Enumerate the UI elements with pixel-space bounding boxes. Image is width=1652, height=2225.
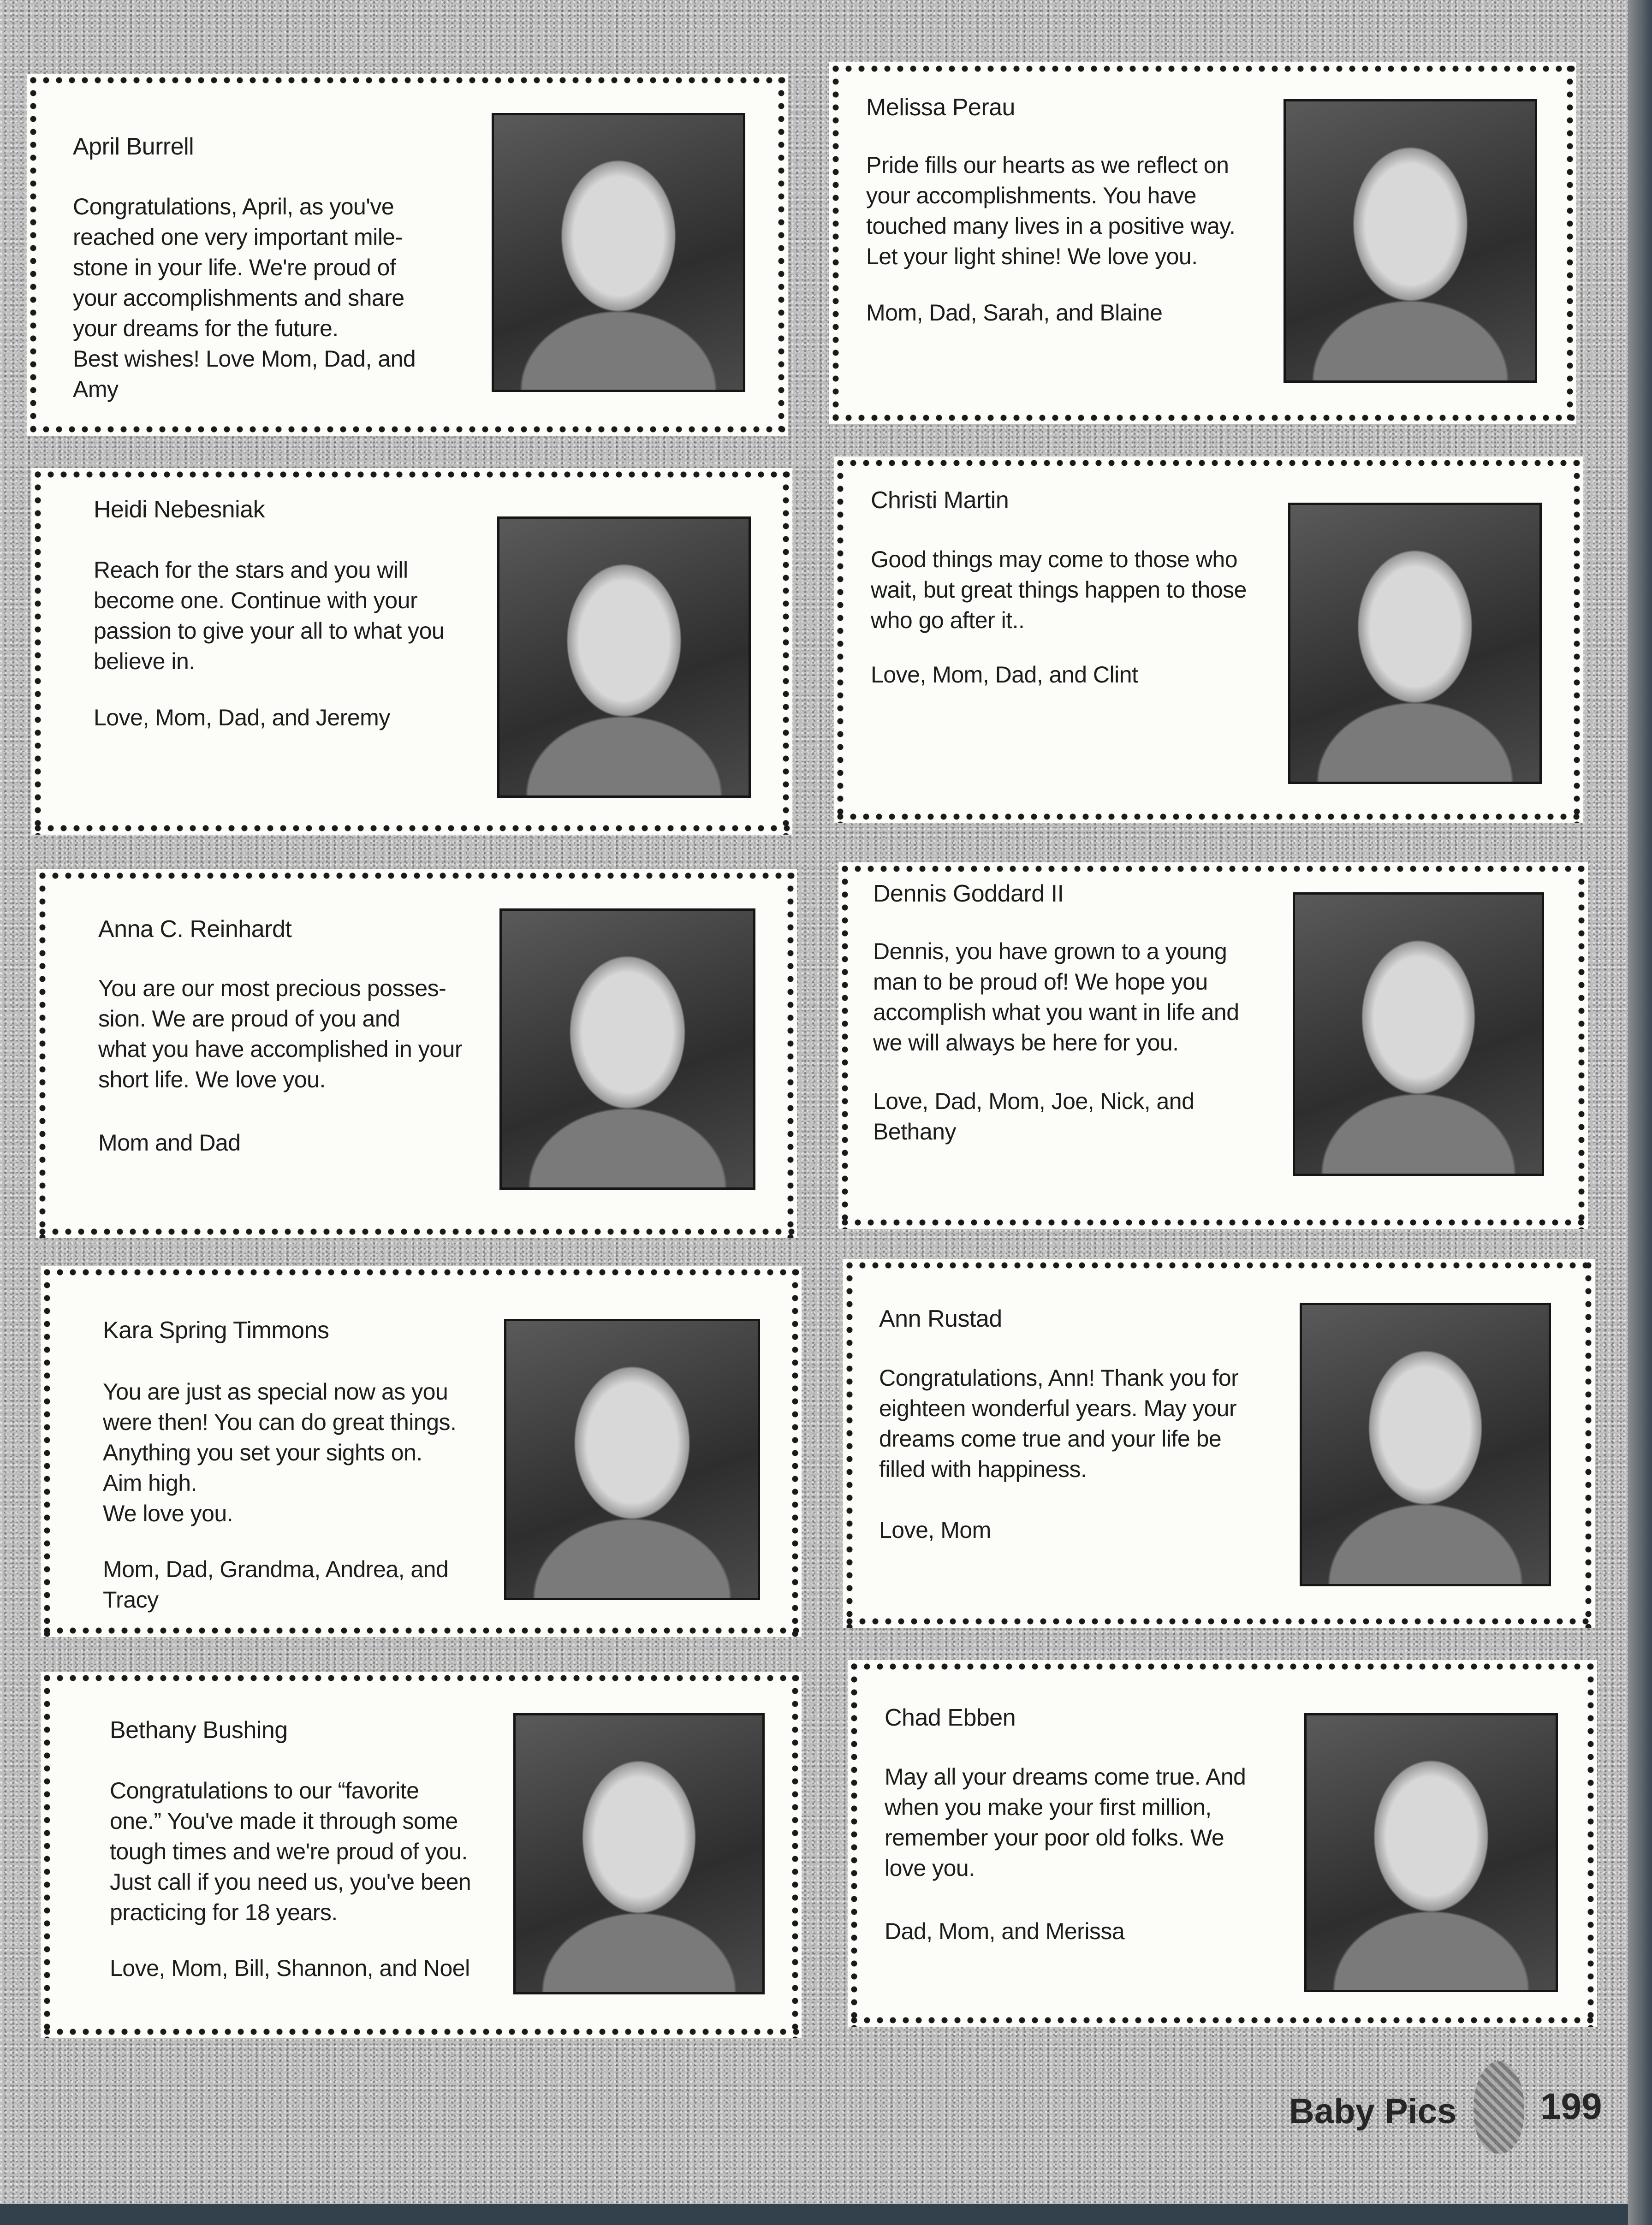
student-name: Kara Spring Timmons [103, 1317, 329, 1344]
child-portrait-photo [1284, 99, 1537, 383]
section-label: Baby Pics [1289, 2092, 1457, 2131]
signoff-text: Love, Mom [879, 1517, 991, 1543]
message-text: You are our most precious posses- sion. We are proud of you and what you have accomplished in your short life. We love you. [98, 975, 463, 1092]
baby-portrait-photo [504, 1319, 760, 1600]
signoff-text: Mom and Dad [98, 1130, 241, 1156]
message-text: Reach for the stars and you will become one. Continue with your passion to give your all to what you believe in. [94, 557, 445, 674]
student-name: Anna C. Reinhardt [98, 916, 292, 943]
stamp-card [829, 62, 1576, 424]
stamp-card [41, 1672, 802, 2038]
student-name: Bethany Bushing [110, 1717, 288, 1744]
child-portrait-photo [499, 908, 755, 1190]
student-name: Dennis Goddard II [873, 880, 1064, 907]
page-edge [1628, 0, 1652, 2225]
baby-in-crib-photo [1300, 1303, 1551, 1586]
baby-in-bonnet-photo [1304, 1713, 1558, 1992]
pinecone-icon [1474, 2061, 1524, 2154]
signoff-text: Love, Dad, Mom, Joe, Nick, and Bethany [873, 1088, 1194, 1145]
message-text: Dennis, you have grown to a young man to be proud of! We hope you accomplish what you want in life and we will always be here for you. [873, 938, 1239, 1056]
stamp-card [834, 457, 1583, 823]
message-text: Congratulations, Ann! Thank you for eighteen wonderful years. May your dreams come true and your life be filled with happiness. [879, 1365, 1239, 1482]
student-name: Chad Ebben [885, 1704, 1016, 1731]
signoff-text: Dad, Mom, and Merissa [885, 1918, 1125, 1944]
stamp-card [31, 468, 792, 835]
signoff-text: Love, Mom, Dad, and Jeremy [94, 705, 390, 730]
student-name: April Burrell [73, 133, 194, 160]
message-text: Good things may come to those who wait, but great things happen to those who go after it.. [871, 546, 1247, 633]
student-name: Christi Martin [871, 487, 1009, 514]
stamp-card [838, 862, 1588, 1229]
child-on-rocking-horse-photo [1293, 892, 1544, 1176]
student-name: Ann Rustad [879, 1305, 1002, 1332]
toddler-with-toy-photo [513, 1713, 765, 1994]
message-text: Pride fills our hearts as we reflect on your accomplishments. You have touched many lives in a positive way. Let your light shine! We love you. [866, 152, 1236, 269]
child-portrait-photo [497, 516, 751, 798]
message-text: Congratulations to our “favorite one.” You've made it through some tough times and we're proud of you. Just call if you need us, you've been practicing for 18 years. [110, 1778, 471, 1925]
signoff-text: Love, Mom, Dad, and Clint [871, 662, 1138, 688]
student-name: Melissa Perau [866, 94, 1015, 121]
stamp-card [41, 1266, 802, 1637]
message-text: May all your dreams come true. And when you make your first million, remember your poor old folks. We love you. [885, 1764, 1246, 1881]
page-bottom-edge [0, 2204, 1628, 2225]
signoff-text: Love, Mom, Bill, Shannon, and Noel [110, 1955, 470, 1981]
signoff-text: Mom, Dad, Grandma, Andrea, and Tracy [103, 1556, 449, 1613]
message-text: You are just as special now as you were then! You can do great things. Anything you set your sights on. Aim high. We love you. [103, 1379, 457, 1526]
stamp-card [27, 74, 788, 436]
page-number: 199 [1540, 2086, 1602, 2127]
message-text: Congratulations, April, as you've reached one very important mile- stone in your life. We're proud of your accomplishments and share your dreams for the future. Best wishes! Love Mom, Dad, and Amy [73, 194, 416, 402]
stamp-card [36, 869, 797, 1238]
signoff-text: Mom, Dad, Sarah, and Blaine [866, 300, 1163, 326]
child-portrait-photo [1288, 503, 1542, 784]
child-portrait-photo [492, 113, 745, 392]
stamp-card [843, 1259, 1595, 1628]
stamp-card [848, 1660, 1597, 2027]
student-name: Heidi Nebesniak [94, 496, 265, 523]
